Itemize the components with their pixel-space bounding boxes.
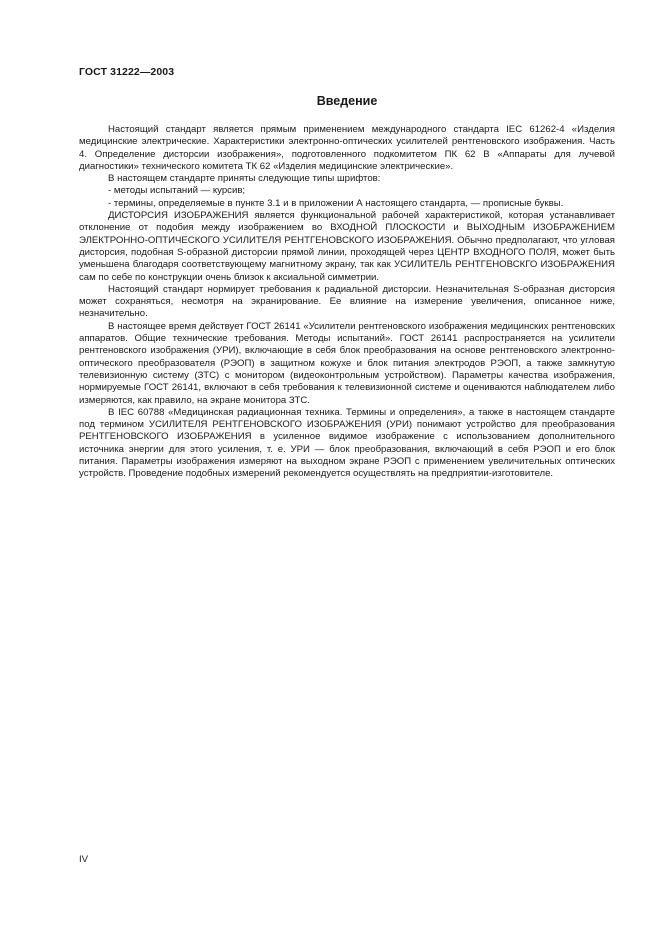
introduction-body [79, 124, 615, 481]
section-title: Введение [316, 94, 378, 108]
paragraph-radial-distortion: Настоящий стандарт нормирует требования к радиальной дисторсии. Незначительная S-образная дисторсия может сохраняться, несмотря на экранирование. Ее влияние на измерение увеличения, описанное ниже, незначительно. [79, 283, 615, 320]
list-item-test-methods: - методы испытаний — курсив; [108, 185, 246, 197]
document-number-header: ГОСТ 31222—2003 [79, 66, 175, 78]
paragraph-standard-origin: Настоящий стандарт является прямым применением международного стандарта IEC 61262-4 «Изделия медицинские электрические. Характеристики электронно-оптических усилителей рентгеновского изображения. Часть 4. Определение дисторсии изображения», подготовленного подкомитетом ПК 62 В «Аппараты для лучевой диагностики» технического комитета ТК 62 «Изделия медицинские электрические». [79, 124, 615, 172]
paragraph-gost-26141: В настоящее время действует ГОСТ 26141 «Усилители рентгеновского изображения медицинских рентгеновских аппаратов. Общие технические требования. Методы испытаний». ГОСТ 26141 распространяется на усилители рентгеновского изображения (УРИ), включающие в себя блок преобразования на основе рентгеновского электронно-оптического преобразователя (РЭОП) в защитном кожухе и блок питания электродов РЭОП, а также замкнутую телевизионную систему (ЗТС) с монитором (видеоконтрольным устройством). Параметры качества изображения, нормируемые ГОСТ 26141, включают в себя требования к телевизионной системе и оцениваются наблюдателем либо измеряются, как правило, на экране монитора ЗТС. [79, 320, 615, 406]
paragraph-iec-60788: В IEC 60788 «Медицинская радиационная техника. Термины и определения», а также в настоящем стандарте под термином УСИЛИТЕЛЯ РЕНТГЕНОВСКОГО ИЗОБРАЖЕНИЯ (УРИ) понимают устройство для преобразования РЕНТГЕНОВСКОГО ИЗОБРАЖЕНИЯ в усиленное видимое изображение с использованием дополнительного источника энергии для этого усиления, т. е. УРИ — блок преобразования, включающий в себя РЭОП и его блок питания. Параметры изображения измеряют на выходном экране РЭОП с применением увеличительных оптических устройств. Проведение подобных измерений рекомендуется осуществлять на предприятии-изготовителе. [79, 406, 615, 480]
paragraph-image-distortion: ДИСТОРСИЯ ИЗОБРАЖЕНИЯ является функциональной рабочей характеристикой, которая устанавливает отклонение от подобия между изображением во ВХОДНОЙ ПЛОСКОСТИ и ВЫХОДНЫМ ИЗОБРАЖЕНИЕМ ЭЛЕКТРОННО-ОПТИЧЕСКОГО УСИЛИТЕЛЯ РЕНТГЕНОВСКОГО ИЗОБРАЖЕНИЯ. Обычно предполагают, что угловая дисторсия, подобная S-образной дисторсии прямой линии, проходящей через ЦЕНТР ВХОДНОГО ПОЛЯ, может быть уменьшена благодаря соответствующему магнитному экрану, так как УСИЛИТЕЛЬ РЕНТГЕНОВСКГО ИЗОБРАЖЕНИЯ сам по себе по конструкции очень близок к аксиальной симметрии. [79, 210, 615, 283]
page-number: IV [79, 854, 89, 865]
paragraph-font-types: В настоящем стандарте приняты следующие типы шрифтов: [108, 173, 381, 185]
list-item-terms: - термины, определяемые в пункте 3.1 и в приложении А настоящего стандарта, — прописные буквы. [108, 197, 564, 209]
